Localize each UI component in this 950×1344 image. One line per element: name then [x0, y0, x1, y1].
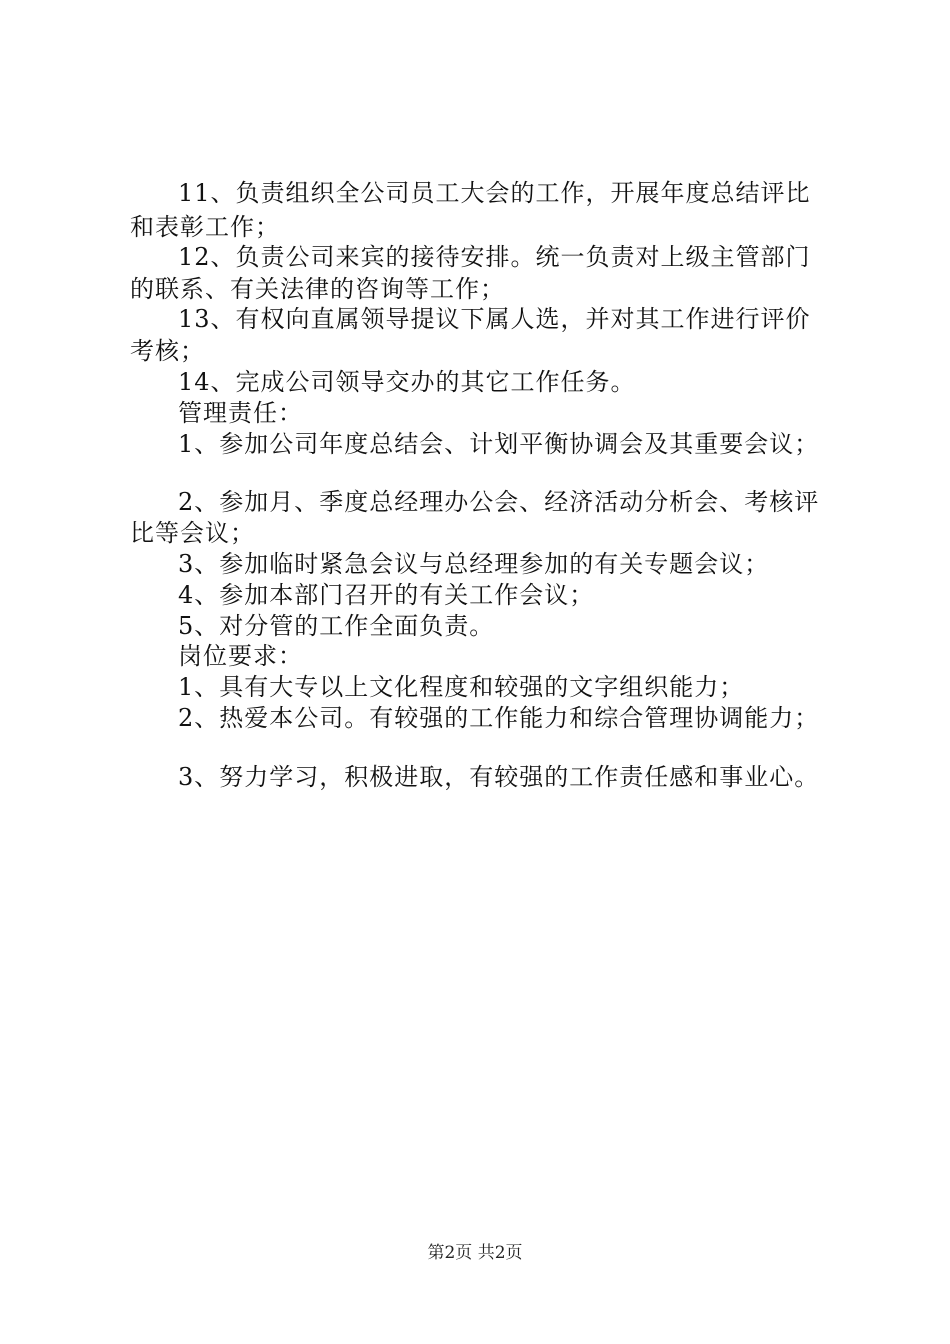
item-11-line-1: 11、负责组织全公司员工大会的工作，开展年度总结评比 — [178, 179, 811, 207]
item-12-line-1: 12、负责公司来宾的接待安排。统一负责对上级主管部门 — [178, 243, 811, 271]
management-item-4: 4、参加本部门召开的有关工作会议； — [178, 581, 595, 609]
section-heading-requirements: 岗位要求： — [178, 642, 303, 670]
requirement-item-2: 2、热爱本公司。有较强的工作能力和综合管理协调能力； — [178, 704, 820, 732]
requirement-item-1: 1、具有大专以上文化程度和较强的文字组织能力； — [178, 673, 745, 701]
section-heading-management: 管理责任： — [178, 399, 303, 427]
item-14-line: 14、完成公司领导交办的其它工作任务。 — [178, 368, 636, 396]
item-11-line-2: 和表彰工作； — [130, 213, 280, 241]
management-item-3: 3、参加临时紧急会议与总经理参加的有关专题会议； — [178, 550, 770, 578]
management-item-2-line-2: 比等会议； — [130, 519, 255, 547]
item-13-line-2: 考核； — [130, 337, 205, 365]
management-item-1: 1、参加公司年度总结会、计划平衡协调会及其重要会议； — [178, 430, 820, 458]
item-12-line-2: 的联系、有关法律的咨询等工作； — [130, 275, 505, 303]
management-item-5: 5、对分管的工作全面负责。 — [178, 612, 495, 640]
management-item-2-line-1: 2、参加月、季度总经理办公会、经济活动分析会、考核评 — [178, 488, 820, 516]
item-13-line-1: 13、有权向直属领导提议下属人选，并对其工作进行评价 — [178, 305, 811, 333]
page-number-footer: 第2页 共2页 — [427, 1243, 523, 1263]
requirement-item-3: 3、努力学习，积极进取，有较强的工作责任感和事业心。 — [178, 763, 820, 791]
